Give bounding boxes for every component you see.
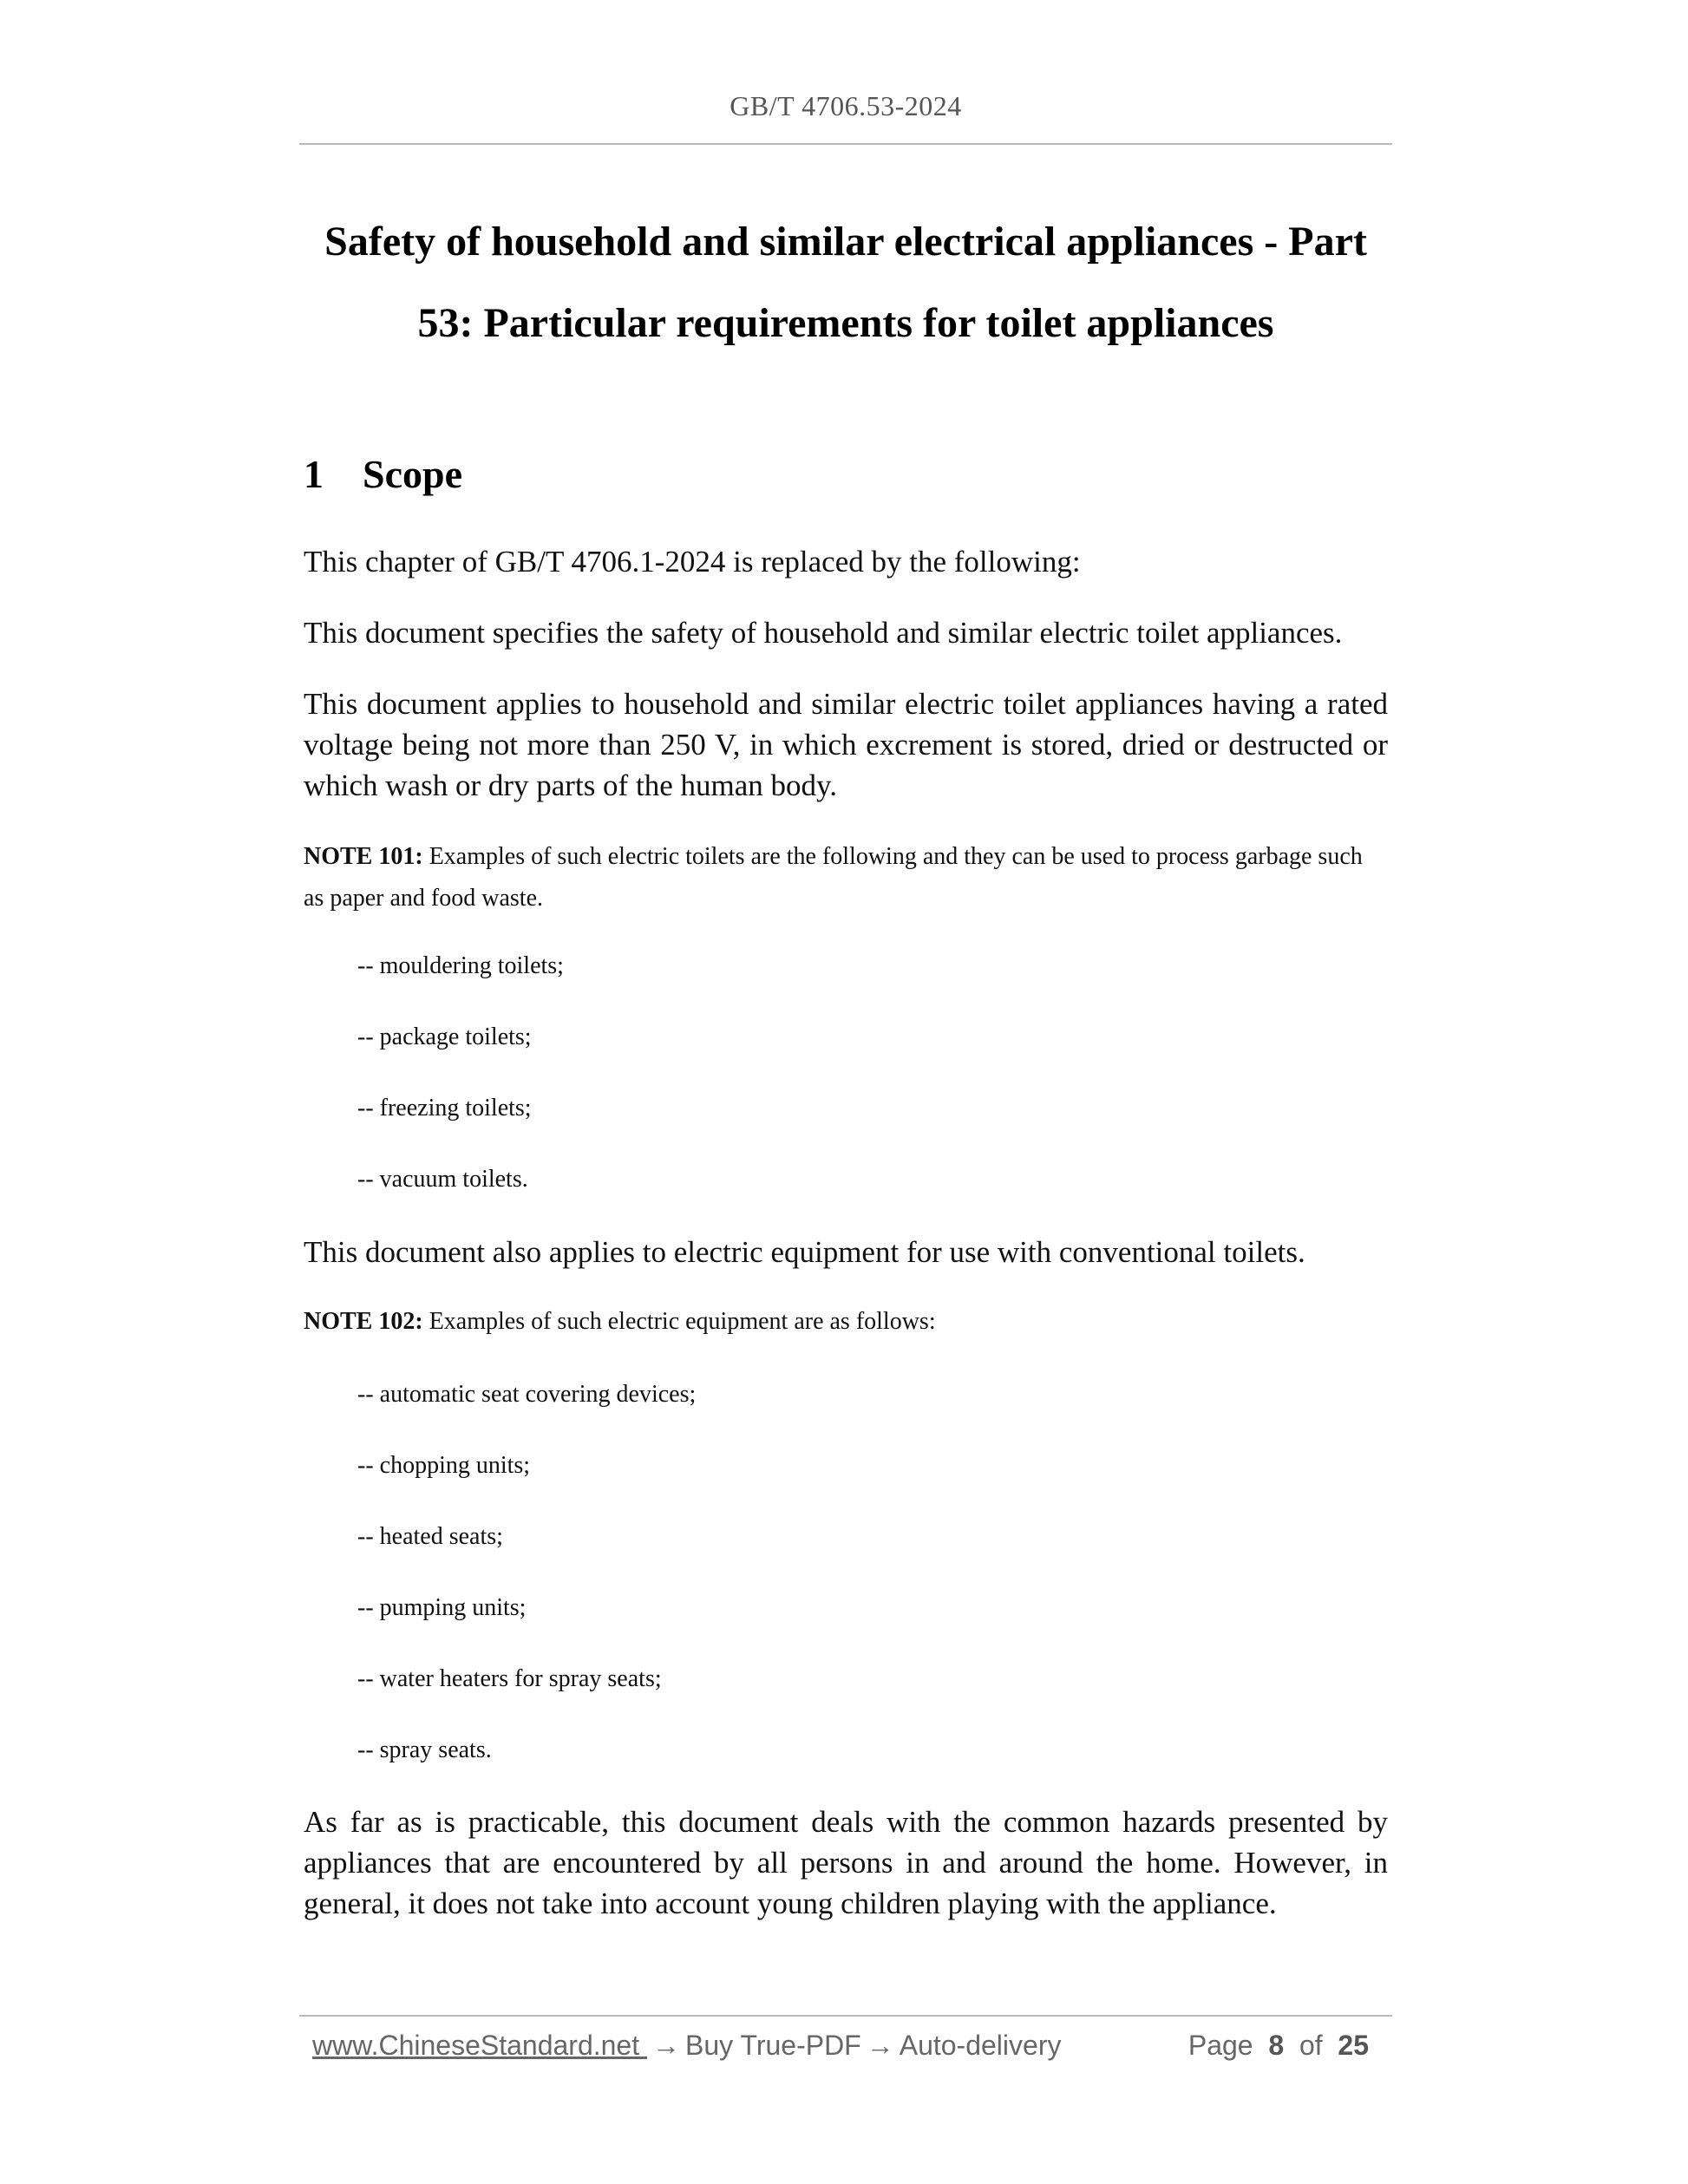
page-label: Page xyxy=(1187,2030,1253,2061)
list-item: -- water heaters for spray seats; xyxy=(357,1665,662,1692)
note-101-label: NOTE 101: xyxy=(304,843,423,870)
paragraph-replaced: This chapter of GB/T 4706.1-2024 is replaced by the following: xyxy=(304,545,1081,579)
title-line-2: 53: Particular requirements for toilet appliances xyxy=(417,300,1274,346)
document-title xyxy=(299,201,1392,364)
list-item: -- freezing toilets; xyxy=(357,1095,532,1121)
right-arrow-icon: → xyxy=(652,2030,680,2061)
page-total: 25 xyxy=(1338,2030,1369,2061)
footer-rule xyxy=(299,2015,1392,2017)
note-101-text: Examples of such electric toilets are the following and they can be used to process garbage such as paper and food waste. xyxy=(304,843,1363,912)
page-of-label: of xyxy=(1299,2030,1323,2061)
note-101 xyxy=(304,836,1388,919)
header-rule xyxy=(299,143,1392,145)
list-item: -- automatic seat covering devices; xyxy=(357,1381,697,1408)
page-footer xyxy=(312,2030,1379,2062)
paragraph-hazards: As far as is practicable, this document deals with the common hazards presented by appliances that are encountered by all persons in and around the home. However, in general, it does not take into account young children playing with the appliance. xyxy=(304,1805,1388,1920)
note-102-label: NOTE 102: xyxy=(304,1308,423,1335)
note-102-text: Examples of such electric equipment are as follows: xyxy=(422,1308,936,1335)
footer-step-delivery: Auto-delivery xyxy=(899,2030,1062,2061)
website-link[interactable]: www.ChineseStandard.net xyxy=(312,2030,647,2061)
list-item: -- package toilets; xyxy=(357,1023,532,1050)
paragraph-conventional: This document also applies to electric equipment for use with conventional toilets. xyxy=(304,1235,1305,1269)
paragraph-specifies: This document specifies the safety of household and similar electric toilet appliances. xyxy=(304,616,1343,650)
running-header: GB/T 4706.53-2024 xyxy=(730,90,962,121)
right-arrow-icon: → xyxy=(866,2030,894,2061)
list-item: -- pumping units; xyxy=(357,1594,527,1621)
list-item: -- mouldering toilets; xyxy=(357,952,564,979)
list-item: -- spray seats. xyxy=(357,1736,492,1763)
list-item: -- vacuum toilets. xyxy=(357,1166,528,1193)
list-item: -- heated seats; xyxy=(357,1523,503,1550)
section-heading xyxy=(304,451,462,497)
note-102 xyxy=(304,1301,1388,1343)
footer-step-buy: Buy True-PDF xyxy=(685,2030,861,2061)
page-current: 8 xyxy=(1268,2030,1285,2061)
title-line-1: Safety of household and similar electrical appliances - Part xyxy=(324,219,1367,265)
page-indicator xyxy=(1188,2030,1369,2062)
section-number: 1 xyxy=(304,452,324,496)
section-title: Scope xyxy=(363,452,462,496)
list-item: -- chopping units; xyxy=(357,1452,531,1479)
paragraph-applies: This document applies to household and similar electric toilet appliances having a rated voltage being not more than 250 V, in which excrement is stored, dried or destructed or which wash or dry parts of the human body. xyxy=(304,687,1388,802)
